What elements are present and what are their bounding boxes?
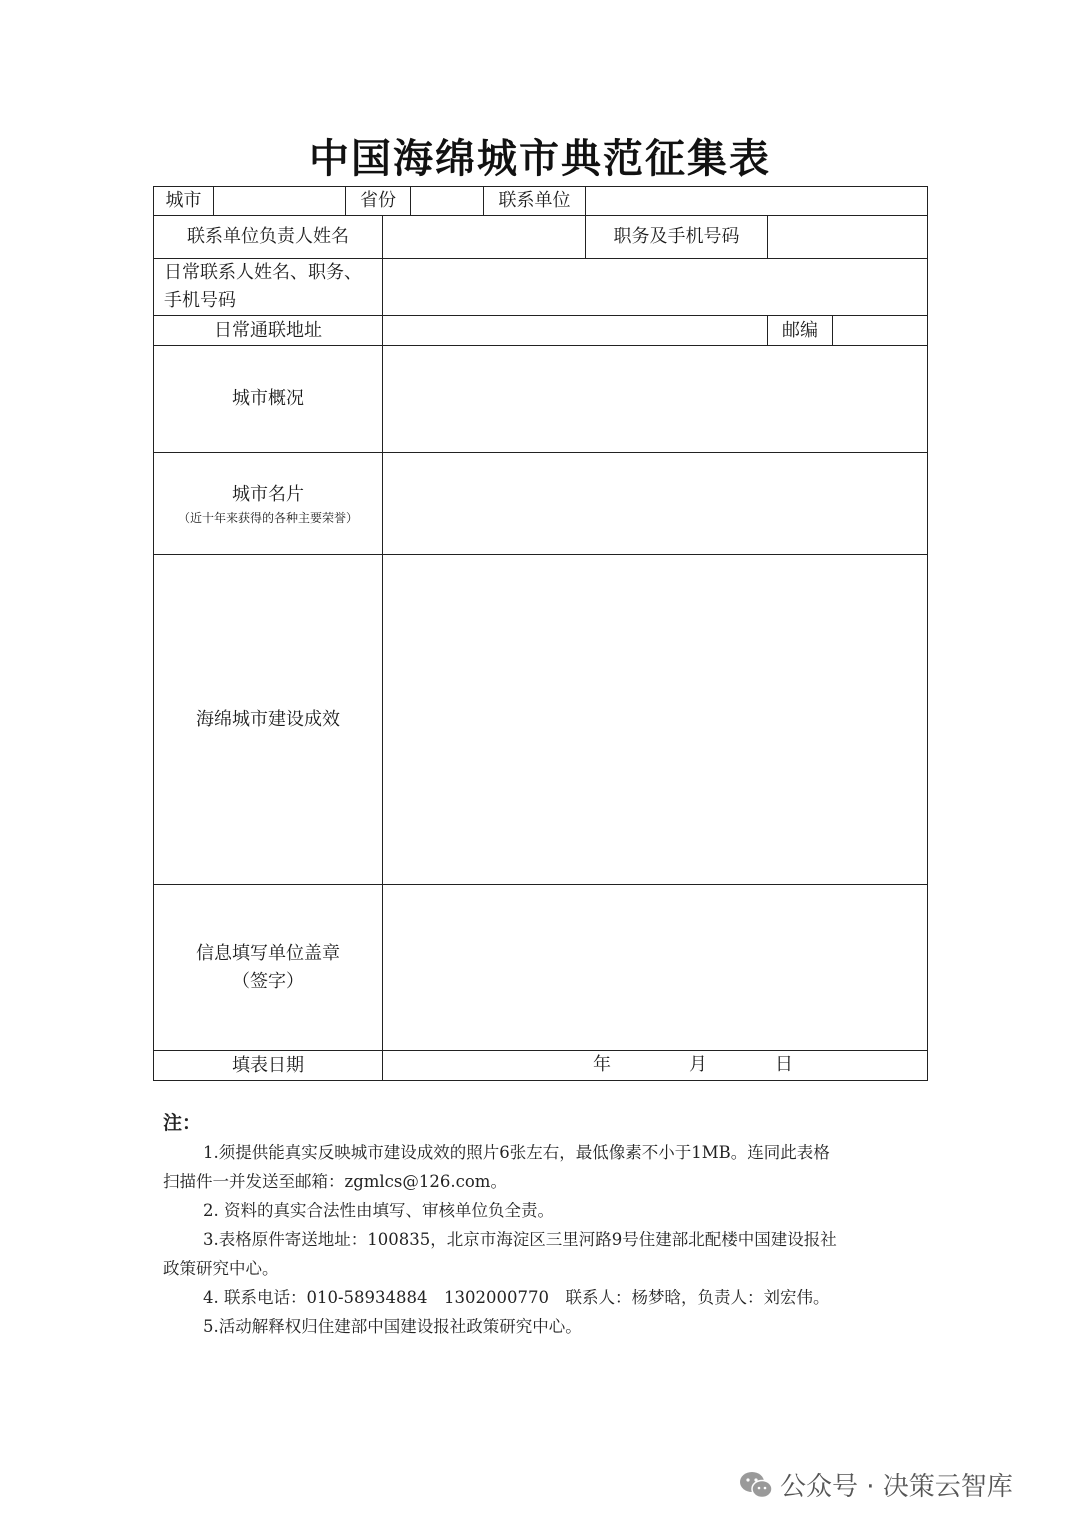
note-1-line-2: 扫描件一并发送至邮箱：zgmlcs@126.com。	[163, 1172, 507, 1191]
city-label: 城市	[154, 187, 214, 216]
note-2: 2. 资料的真实合法性由填写、审核单位负全责。	[203, 1201, 554, 1220]
address-label: 日常通联地址	[154, 316, 383, 346]
address-field[interactable]	[383, 316, 768, 346]
notes-heading: 注：	[163, 1112, 202, 1134]
daily-contact-label	[154, 259, 383, 316]
row-address	[154, 316, 928, 346]
city-overview-field[interactable]	[383, 346, 928, 453]
row-unit-leader	[154, 216, 928, 259]
row-city-card	[154, 453, 928, 555]
province-label: 省份	[346, 187, 411, 216]
contact-unit-field[interactable]	[586, 187, 928, 216]
month-label: 月	[689, 1054, 707, 1075]
form-title: 中国海绵城市典范征集表	[309, 135, 771, 182]
contact-unit-label: 联系单位	[484, 187, 586, 216]
watermark-text: 公众号 · 决策云智库	[780, 1472, 1013, 1502]
city-field[interactable]	[214, 187, 346, 216]
row-daily-contact	[154, 259, 928, 316]
row-city	[154, 187, 928, 216]
row-fill-date	[154, 1051, 928, 1081]
daily-contact-label-line-1: 日常联系人姓名、职务、	[164, 262, 362, 283]
stamp-field[interactable]	[383, 885, 928, 1051]
row-city-overview	[154, 346, 928, 453]
note-1-line-1: 1.须提供能真实反映城市建设成效的照片6张左右，最低像素不小于1MB。连同此表格	[203, 1143, 830, 1162]
fill-date-field[interactable]	[383, 1051, 928, 1081]
stamp-label: 信息填写单位盖章	[196, 942, 340, 964]
position-phone-field[interactable]	[768, 216, 928, 259]
stamp-label-cell	[154, 885, 383, 1051]
day-label: 日	[775, 1054, 793, 1075]
city-overview-label: 城市概况	[154, 346, 383, 453]
unit-leader-field[interactable]	[383, 216, 586, 259]
city-card-note: （近十年来获得的各种主要荣誉）	[177, 510, 358, 525]
fill-date-label: 填表日期	[154, 1051, 383, 1081]
position-phone-label: 职务及手机号码	[586, 216, 768, 259]
note-5: 5.活动解释权归住建部中国建设报社政策研究中心。	[203, 1317, 582, 1336]
unit-leader-label: 联系单位负责人姓名	[154, 216, 383, 259]
postcode-field[interactable]	[833, 316, 928, 346]
note-4: 4. 联系电话：010-58934884 1302000770 联系人：杨梦晗，负责人：刘宏伟。	[203, 1288, 830, 1307]
row-results	[154, 555, 928, 885]
note-3-line-1: 3.表格原件寄送地址：100835，北京市海淀区三里河路9号住建部北配楼中国建设报社	[203, 1230, 837, 1249]
year-label: 年	[593, 1054, 611, 1075]
postcode-label: 邮编	[768, 316, 833, 346]
notes-section	[163, 1108, 923, 1341]
watermark	[738, 1466, 1013, 1503]
stamp-note: （签字）	[232, 970, 304, 992]
daily-contact-label-line-2: 手机号码	[164, 290, 236, 311]
row-stamp	[154, 885, 928, 1051]
province-field[interactable]	[411, 187, 484, 216]
daily-contact-field[interactable]	[383, 259, 928, 316]
wechat-icon	[738, 1470, 774, 1500]
city-card-field[interactable]	[383, 453, 928, 555]
results-label: 海绵城市建设成效	[154, 555, 383, 885]
collection-form-table	[153, 186, 928, 1081]
city-card-label-cell	[154, 453, 383, 555]
results-field[interactable]	[383, 555, 928, 885]
city-card-label: 城市名片	[232, 483, 304, 505]
note-3-line-2: 政策研究中心。	[163, 1259, 279, 1278]
